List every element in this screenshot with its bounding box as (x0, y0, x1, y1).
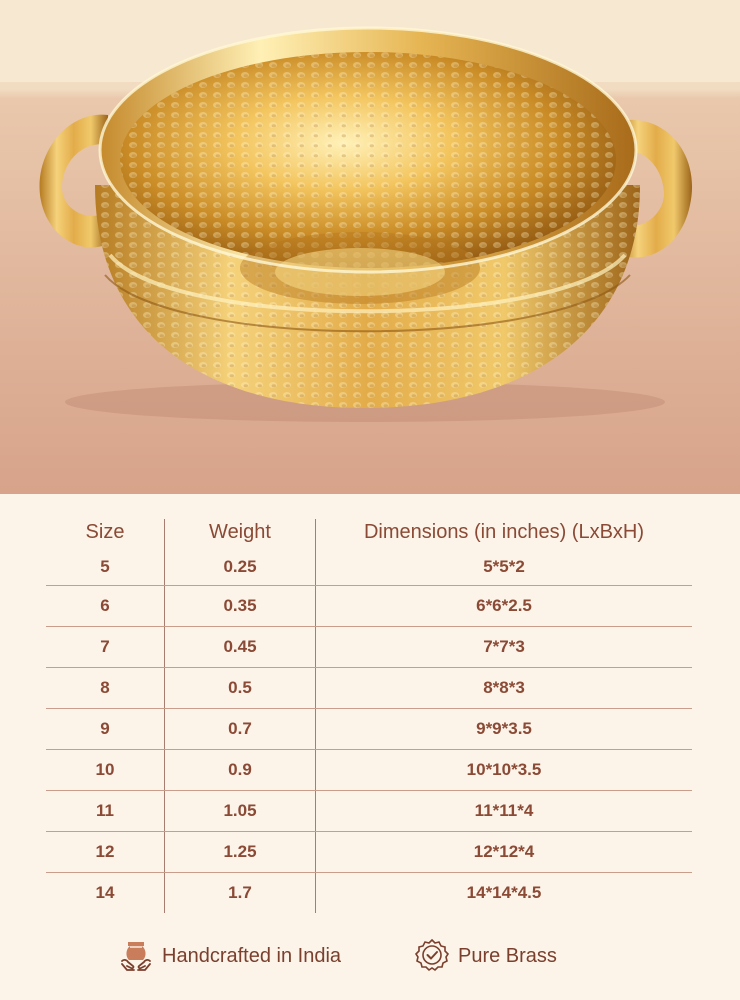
table-row (46, 791, 692, 832)
cell-dimensions: 7*7*3 (316, 627, 693, 668)
cell-size: 12 (46, 832, 165, 873)
cell-size: 6 (46, 586, 165, 627)
cell-weight: 0.45 (165, 627, 316, 668)
size-table (46, 519, 692, 913)
feature-badges (0, 930, 740, 990)
table-row (46, 709, 692, 750)
cell-weight: 1.25 (165, 832, 316, 873)
cell-size: 11 (46, 791, 165, 832)
feature-pure-brass (414, 938, 557, 974)
cell-size: 7 (46, 627, 165, 668)
cell-size: 9 (46, 709, 165, 750)
header-weight: Weight (165, 519, 316, 549)
cell-dimensions: 11*11*4 (316, 791, 693, 832)
cell-dimensions: 9*9*3.5 (316, 709, 693, 750)
cell-dimensions: 5*5*2 (316, 549, 693, 586)
cell-weight: 0.7 (165, 709, 316, 750)
handcrafted-pot-icon (118, 938, 154, 974)
header-size: Size (85, 521, 125, 543)
table-row (46, 586, 692, 627)
cell-weight: 1.7 (165, 873, 316, 914)
cell-size: 8 (46, 668, 165, 709)
feature-pure-brass-label: Pure Brass (458, 944, 557, 967)
quality-badge-icon (414, 938, 450, 974)
table-row (46, 832, 692, 873)
product-photo (0, 0, 740, 494)
table-row (46, 873, 692, 914)
cell-weight: 1.05 (165, 791, 316, 832)
cell-dimensions: 12*12*4 (316, 832, 693, 873)
feature-handcrafted-label: Handcrafted in India (162, 944, 342, 967)
table-row (46, 750, 692, 791)
cell-size: 10 (46, 750, 165, 791)
table-row (46, 627, 692, 668)
brass-urli-bowl-image (0, 0, 740, 494)
table-row (46, 668, 692, 709)
size-chart (46, 519, 690, 919)
cell-size: 14 (95, 883, 115, 902)
cell-size: 5 (46, 549, 165, 586)
table-header-row (46, 519, 692, 549)
cell-dimensions: 10*10*3.5 (316, 750, 693, 791)
cell-weight: 0.5 (165, 668, 316, 709)
feature-handcrafted (118, 938, 341, 974)
cell-weight: 0.9 (165, 750, 316, 791)
table-row (46, 549, 692, 586)
cell-dimensions: 14*14*4.5 (466, 883, 542, 902)
header-dimensions: Dimensions (in inches) (LxBxH) (363, 521, 645, 543)
cell-dimensions: 8*8*3 (316, 668, 693, 709)
cell-weight: 0.35 (165, 586, 316, 627)
cell-dimensions: 6*6*2.5 (316, 586, 693, 627)
cell-weight: 0.25 (165, 549, 316, 586)
